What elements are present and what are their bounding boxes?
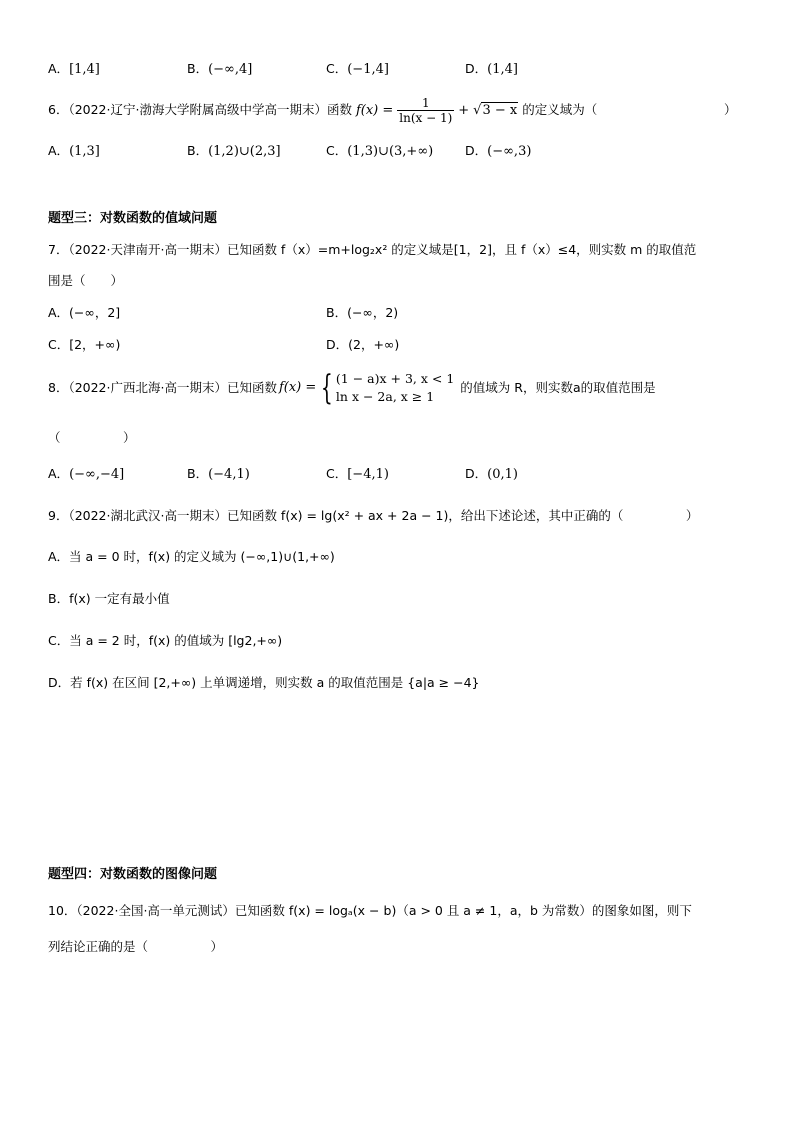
q7-stem-line2: 围是（ ） — [48, 273, 124, 288]
q7-option-c: C．[2，+∞) — [48, 337, 121, 352]
q6-sqrt: √3 − x — [473, 103, 518, 118]
q8-case-2: ln x − 2a, x ≥ 1 — [335, 389, 435, 404]
q9-stem: 9．（2022·湖北武汉·高一期末）已知函数 f(x) = lg(x² + ax + 2a − 1)，给出下述论述，其中正确的（ ） — [48, 508, 699, 523]
q5-option-d-value: (1,4] — [487, 62, 518, 77]
q6-option-b: B．(1,2)∪(2,3] — [187, 143, 281, 159]
q7-option-d: D．(2，+∞) — [326, 337, 400, 352]
q6-option-a: A．(1,3] — [48, 143, 100, 159]
q8-case-1: (1 − a)x + 3, x < 1 — [335, 371, 455, 386]
q5-option-d: D．(1,4] — [465, 61, 518, 77]
q6-option-d: D．(−∞,3) — [465, 143, 532, 159]
q5-option-c: C．(−1,4] — [326, 61, 389, 77]
q5-option-b: B．(−∞,4] — [187, 61, 253, 77]
q8-option-a: A．(−∞,−4] — [48, 466, 125, 482]
q8-answer-paren: （ ） — [48, 430, 136, 445]
q8-option-d: D．(0,1) — [465, 466, 518, 482]
q9-option-d: D．若 f(x) 在区间 [2,+∞) 上单调递增，则实数 a 的取值范围是 {a|a ≥ −4} — [48, 675, 480, 690]
section-3-heading: 题型三：对数函数的值域问题 — [48, 211, 218, 226]
q9-option-c: C．当 a = 2 时，f(x) 的值域为 [lg2,+∞) — [48, 633, 283, 648]
section-4-heading: 题型四：对数函数的图像问题 — [48, 867, 218, 882]
q7-stem-line1: 7．（2022·天津南开·高一期末）已知函数 f（x）=m+log₂x² 的定义域是[1，2]，且 f（x）≤4，则实数 m 的取值范 — [48, 242, 697, 257]
q9-option-b: B．f(x) 一定有最小值 — [48, 591, 170, 606]
q6-close-paren: ） — [724, 102, 737, 117]
q8-stem: 8．（2022·广西北海·高一期末）已知函数 f(x) = { (1 − a)x + 3, x < 1 ln x − 2a, x ≥ 1 的值域为 R，则实数a的取值范围是 — [48, 368, 656, 408]
q7-option-b: B．(−∞，2) — [326, 305, 399, 320]
q8-option-b: B．(−4,1) — [187, 466, 250, 482]
q6-stem: 6．（2022·辽宁·渤海大学附属高级中学高一期末）函数 f(x) = $\frac{1}{\ln(x - 1)}$ + √3 − x 的定义域为（ — [48, 96, 598, 125]
q6-fraction: $\frac{1}{\ln(x - 1)}$ — [399, 96, 453, 125]
q9-option-a: A．当 a = 0 时，f(x) 的定义域为 (−∞,1)∪(1,+∞) — [48, 549, 335, 564]
q10-stem-line1: 10．（2022·全国·高一单元测试）已知函数 f(x) = logₐ(x − b)（a > 0 且 a ≠ 1，a，b 为常数）的图象如图，则下 — [48, 903, 692, 918]
q5-option-c-value: (−1,4] — [347, 62, 389, 77]
q7-option-a: A．(−∞，2] — [48, 305, 121, 320]
q8-option-c: C．[−4,1) — [326, 466, 389, 482]
q5-option-a: A．[1,4] — [48, 61, 100, 77]
q5-option-a-value: [1,4] — [69, 62, 100, 77]
q10-stem-line2: 列结论正确的是（ ） — [48, 939, 224, 954]
q6-option-c: C．(1,3)∪(3,+∞) — [326, 143, 434, 159]
q6-function-name: f(x) = — [355, 103, 394, 118]
q8-piecewise: { (1 − a)x + 3, x < 1 ln x − 2a, x ≥ 1 — [321, 368, 455, 408]
q5-option-b-value: (−∞,4] — [208, 62, 253, 77]
